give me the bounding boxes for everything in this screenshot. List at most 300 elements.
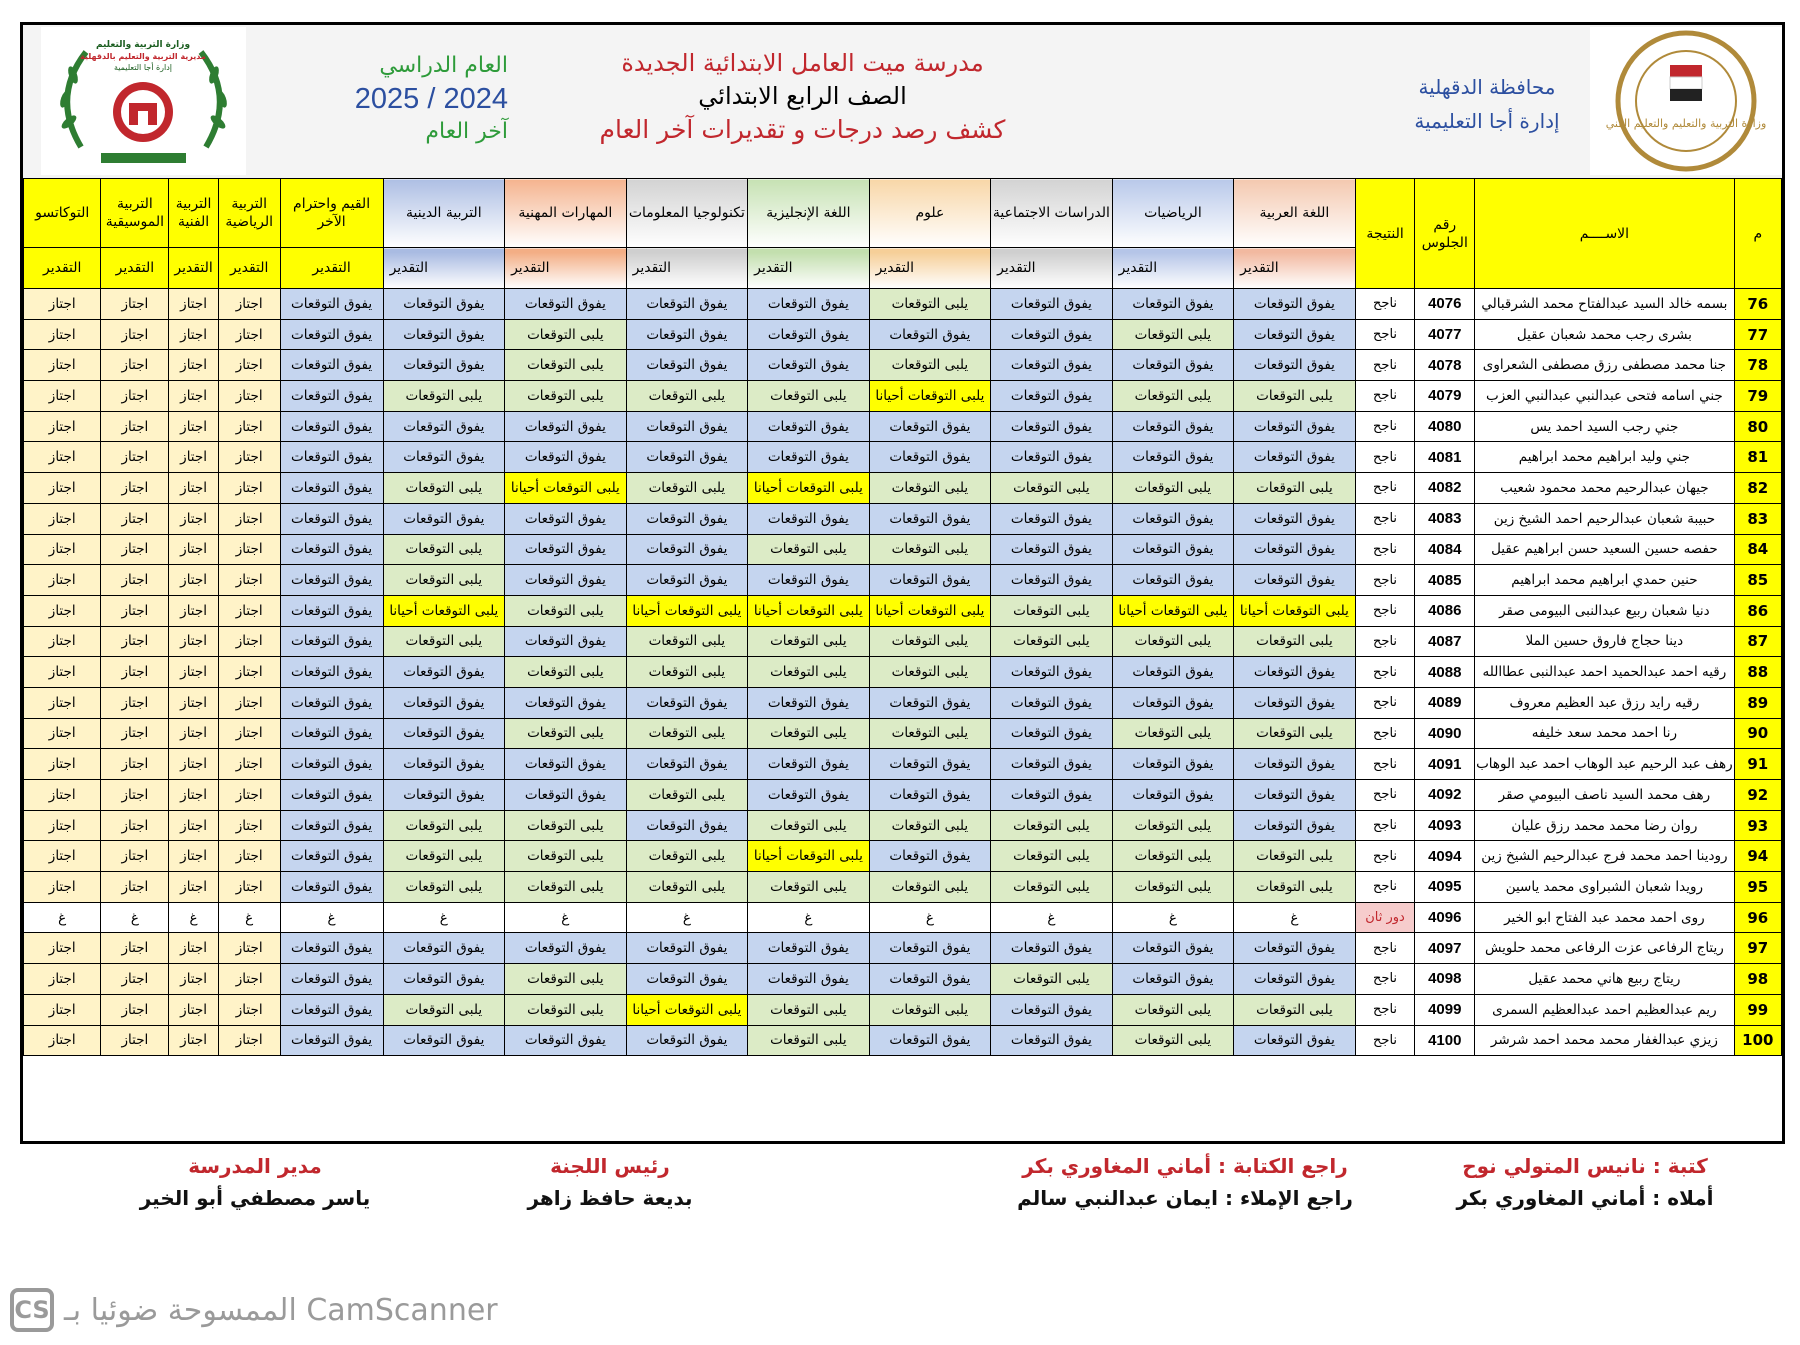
- grade-cell: اجتاز: [218, 565, 280, 596]
- seat-number: 4095: [1415, 872, 1475, 903]
- col-result-header: النتيجة: [1355, 179, 1415, 289]
- table-row: [24, 994, 1782, 1025]
- grade-cell: يفوق التوقعات: [383, 411, 505, 442]
- grade-cell: اجتاز: [24, 473, 101, 504]
- grade-cell: اجتاز: [169, 595, 218, 626]
- student-name: جنا محمد مصطفى رزق مصطفى الشعراوى: [1475, 350, 1735, 381]
- result-cell: ناجح: [1355, 841, 1415, 872]
- grade-cell: يلبى التوقعات أحيانا: [869, 381, 991, 412]
- directorate-logo: [41, 27, 246, 175]
- grade-cell: يفوق التوقعات: [869, 503, 991, 534]
- grade-cell: اجتاز: [218, 319, 280, 350]
- table-row: [24, 780, 1782, 811]
- results-sheet: [20, 22, 1785, 1144]
- grade-cell: اجتاز: [169, 964, 218, 995]
- grade-cell: يفوق التوقعات: [505, 749, 627, 780]
- grade-cell: غ: [218, 902, 280, 933]
- grade-cell: يلبى التوقعات: [991, 841, 1113, 872]
- grade-cell: اجتاز: [218, 810, 280, 841]
- row-number: 95: [1734, 872, 1781, 903]
- grade-cell: يفوق التوقعات: [748, 350, 870, 381]
- grade-cell: اجتاز: [101, 687, 169, 718]
- row-number: 78: [1734, 350, 1781, 381]
- grade-cell: يلبى التوقعات أحيانا: [748, 841, 870, 872]
- grade-cell: يلبى التوقعات: [505, 841, 627, 872]
- grade-cell: اجتاز: [218, 749, 280, 780]
- principal-signature: [105, 1150, 405, 1214]
- col-name-header: الاســــم: [1475, 179, 1735, 289]
- grade-cell: يلبى التوقعات: [1112, 718, 1234, 749]
- subject-header: اللغة العربية: [1234, 179, 1356, 248]
- row-number: 79: [1734, 381, 1781, 412]
- grade-cell: يفوق التوقعات: [626, 289, 748, 320]
- grade-cell: اجتاز: [24, 872, 101, 903]
- grade-cell: اجتاز: [24, 350, 101, 381]
- grade-cell: يفوق التوقعات: [505, 503, 627, 534]
- grade-cell: يفوق التوقعات: [280, 657, 383, 688]
- student-name: بشرى رجب محمد شعبان عقيل: [1475, 319, 1735, 350]
- grade-cell: يلبى التوقعات: [748, 534, 870, 565]
- grade-cell: يفوق التوقعات: [505, 780, 627, 811]
- seat-number: 4082: [1415, 473, 1475, 504]
- result-cell: ناجح: [1355, 964, 1415, 995]
- grade-cell: يفوق التوقعات: [383, 1025, 505, 1056]
- subject-header: الرياضيات: [1112, 179, 1234, 248]
- grade-cell: يلبى التوقعات: [626, 780, 748, 811]
- grade-cell: يلبى التوقعات: [1112, 994, 1234, 1025]
- grade-cell: يفوق التوقعات: [991, 534, 1113, 565]
- sheet-title: كشف رصد درجات و تقديرات آخر العام: [599, 115, 1006, 144]
- seat-number: 4100: [1415, 1025, 1475, 1056]
- grade-subheader: التقدير: [748, 248, 870, 289]
- grade-cell: يفوق التوقعات: [1112, 933, 1234, 964]
- seat-number: 4092: [1415, 780, 1475, 811]
- seal-arabic-text: وزارة التربية والتعليم والتعليم الفني: [1605, 117, 1767, 130]
- grade-cell: يلبى التوقعات: [748, 657, 870, 688]
- seal-english-text: [1590, 27, 1595, 30]
- student-name: دينا حجاج فاروق حسين الملا: [1475, 626, 1735, 657]
- grade-cell: اجتاز: [24, 503, 101, 534]
- grade-cell: يلبى التوقعات: [505, 657, 627, 688]
- seat-number: 4097: [1415, 933, 1475, 964]
- result-cell: ناجح: [1355, 780, 1415, 811]
- grade-cell: اجتاز: [218, 687, 280, 718]
- seat-number: 4077: [1415, 319, 1475, 350]
- grade-cell: يلبى التوقعات: [383, 565, 505, 596]
- grade-cell: اجتاز: [24, 810, 101, 841]
- row-number: 85: [1734, 565, 1781, 596]
- grade-cell: يفوق التوقعات: [991, 657, 1113, 688]
- grade-cell: يفوق التوقعات: [1234, 964, 1356, 995]
- grade-cell: يلبى التوقعات: [748, 718, 870, 749]
- grade-subheader: التقدير: [383, 248, 505, 289]
- subject-header: المهارات المهنية: [505, 179, 627, 248]
- grade-cell: يلبى التوقعات: [1234, 473, 1356, 504]
- grade-cell: يفوق التوقعات: [626, 964, 748, 995]
- subject-header: اللغة الإنجليزية: [748, 179, 870, 248]
- grade-cell: يفوق التوقعات: [280, 595, 383, 626]
- student-name: رقيه احمد عبدالحميد احمد عبدالنبى عطاالله: [1475, 657, 1735, 688]
- grade-cell: يفوق التوقعات: [280, 872, 383, 903]
- committee-head-signature: [460, 1150, 760, 1214]
- student-name: حبيبة شعبان عبدالرحيم احمد الشيخ زين: [1475, 503, 1735, 534]
- grade-cell: يفوق التوقعات: [1112, 411, 1234, 442]
- grade-cell: يفوق التوقعات: [280, 626, 383, 657]
- grade-cell: اجتاز: [101, 872, 169, 903]
- table-row: [24, 381, 1782, 412]
- grade-cell: اجتاز: [101, 841, 169, 872]
- grade-cell: اجتاز: [218, 872, 280, 903]
- grade-cell: يفوق التوقعات: [280, 964, 383, 995]
- grade-cell: غ: [1112, 902, 1234, 933]
- grade-cell: اجتاز: [169, 411, 218, 442]
- grade-cell: اجتاز: [169, 657, 218, 688]
- grade-cell: يفوق التوقعات: [1234, 534, 1356, 565]
- grade-cell: يفوق التوقعات: [991, 442, 1113, 473]
- grade-cell: يفوق التوقعات: [280, 841, 383, 872]
- table-row: [24, 473, 1782, 504]
- grade-cell: يفوق التوقعات: [991, 381, 1113, 412]
- grade-cell: اجتاز: [101, 626, 169, 657]
- grade-cell: يفوق التوقعات: [869, 780, 991, 811]
- grade-cell: يلبى التوقعات: [505, 595, 627, 626]
- seat-number: 4090: [1415, 718, 1475, 749]
- seat-number: 4088: [1415, 657, 1475, 688]
- result-cell: ناجح: [1355, 289, 1415, 320]
- grade-subheader: التقدير: [869, 248, 991, 289]
- table-row: [24, 565, 1782, 596]
- table-row: [24, 595, 1782, 626]
- grade-cell: يلبى التوقعات: [991, 964, 1113, 995]
- grade-cell: اجتاز: [218, 933, 280, 964]
- table-row: [24, 687, 1782, 718]
- grade-cell: يلبى التوقعات: [505, 319, 627, 350]
- row-number: 80: [1734, 411, 1781, 442]
- grade-cell: يفوق التوقعات: [626, 749, 748, 780]
- grade-cell: يفوق التوقعات: [1234, 565, 1356, 596]
- grade-cell: غ: [991, 902, 1113, 933]
- grade-cell: اجتاز: [101, 964, 169, 995]
- grade-cell: اجتاز: [24, 381, 101, 412]
- grade-cell: اجتاز: [218, 964, 280, 995]
- row-number: 81: [1734, 442, 1781, 473]
- grade-cell: يفوق التوقعات: [869, 319, 991, 350]
- student-name: زيزي عبدالغفار محمد محمد احمد شرشر: [1475, 1025, 1735, 1056]
- ministry-seal-icon: [1590, 27, 1782, 175]
- grade-cell: يفوق التوقعات: [383, 749, 505, 780]
- grade-cell: يفوق التوقعات: [505, 626, 627, 657]
- table-row: [24, 902, 1782, 933]
- school-name: مدرسة ميت العامل الابتدائية الجديدة: [621, 49, 984, 77]
- grade-cell: يفوق التوقعات: [869, 687, 991, 718]
- grade-cell: يفوق التوقعات: [991, 780, 1113, 811]
- result-cell: ناجح: [1355, 442, 1415, 473]
- grade-cell: يلبى التوقعات: [869, 473, 991, 504]
- grade-cell: يلبى التوقعات: [626, 657, 748, 688]
- grade-cell: اجتاز: [218, 381, 280, 412]
- seat-number: 4098: [1415, 964, 1475, 995]
- student-name: ريتاج ربيع هاني محمد عقيل: [1475, 964, 1735, 995]
- governorate-block: [1407, 70, 1567, 138]
- grade-cell: يفوق التوقعات: [505, 1025, 627, 1056]
- camscanner-text: CamScanner الممسوحة ضوئيا بـ: [64, 1292, 498, 1328]
- grade-cell: يفوق التوقعات: [280, 994, 383, 1025]
- grade-cell: يفوق التوقعات: [280, 473, 383, 504]
- seat-number: 4084: [1415, 534, 1475, 565]
- result-cell: ناجح: [1355, 994, 1415, 1025]
- student-name: جني وليد ابراهيم محمد ابراهيم: [1475, 442, 1735, 473]
- grade-cell: يلبى التوقعات: [1112, 473, 1234, 504]
- table-row: [24, 810, 1782, 841]
- grade-cell: يلبى التوقعات: [1112, 381, 1234, 412]
- grade-cell: يفوق التوقعات: [1234, 933, 1356, 964]
- row-number: 97: [1734, 933, 1781, 964]
- grade-cell: يفوق التوقعات: [383, 503, 505, 534]
- grade-cell: يلبى التوقعات: [383, 626, 505, 657]
- grade-cell: يفوق التوقعات: [991, 994, 1113, 1025]
- grade-cell: اجتاز: [218, 657, 280, 688]
- grade-cell: يلبى التوقعات: [1112, 872, 1234, 903]
- grade-cell: يفوق التوقعات: [869, 1025, 991, 1056]
- table-row: [24, 749, 1782, 780]
- grade-cell: يلبى التوقعات: [1112, 319, 1234, 350]
- result-cell: ناجح: [1355, 657, 1415, 688]
- subject-header: تكنولوجيا المعلومات: [626, 179, 748, 248]
- subject-header: التربية الرياضية: [218, 179, 280, 248]
- grade-cell: يفوق التوقعات: [1112, 350, 1234, 381]
- grade-cell: اجتاز: [24, 626, 101, 657]
- grade-cell: يفوق التوقعات: [748, 687, 870, 718]
- row-number: 96: [1734, 902, 1781, 933]
- grade-cell: اجتاز: [24, 933, 101, 964]
- grade-cell: يلبى التوقعات: [748, 810, 870, 841]
- grade-cell: يفوق التوقعات: [869, 411, 991, 442]
- grade-subheader: التقدير: [101, 248, 169, 289]
- grade-cell: اجتاز: [101, 381, 169, 412]
- grade-cell: يفوق التوقعات: [991, 933, 1113, 964]
- grade-cell: يفوق التوقعات: [991, 565, 1113, 596]
- grade-cell: يفوق التوقعات: [626, 411, 748, 442]
- result-cell: ناجح: [1355, 687, 1415, 718]
- grade-cell: اجتاز: [101, 442, 169, 473]
- row-number: 90: [1734, 718, 1781, 749]
- grade-cell: اجتاز: [169, 289, 218, 320]
- grade-cell: يلبى التوقعات: [383, 810, 505, 841]
- row-number: 88: [1734, 657, 1781, 688]
- grade-cell: يفوق التوقعات: [1112, 534, 1234, 565]
- subject-header: القيم واحترام الآخر: [280, 179, 383, 248]
- table-row: [24, 872, 1782, 903]
- table-row: [24, 442, 1782, 473]
- grade-cell: اجتاز: [218, 442, 280, 473]
- grade-cell: يفوق التوقعات: [280, 565, 383, 596]
- row-number: 76: [1734, 289, 1781, 320]
- grade-cell: يفوق التوقعات: [626, 442, 748, 473]
- grade-cell: اجتاز: [101, 749, 169, 780]
- grade-cell: يفوق التوقعات: [748, 749, 870, 780]
- grade-cell: يلبى التوقعات: [505, 964, 627, 995]
- grade-cell: يفوق التوقعات: [1112, 289, 1234, 320]
- grade-cell: يلبى التوقعات: [991, 473, 1113, 504]
- seat-number: 4096: [1415, 902, 1475, 933]
- subject-header: علوم: [869, 179, 991, 248]
- result-cell: ناجح: [1355, 626, 1415, 657]
- grade-cell: اجتاز: [169, 381, 218, 412]
- seat-number: 4081: [1415, 442, 1475, 473]
- grade-cell: يفوق التوقعات: [505, 933, 627, 964]
- grade-cell: اجتاز: [218, 718, 280, 749]
- student-name: رهف محمد السيد ناصف البيومي صقر: [1475, 780, 1735, 811]
- grade-cell: اجتاز: [101, 1025, 169, 1056]
- grade-cell: يلبى التوقعات: [626, 872, 748, 903]
- grade-cell: اجتاز: [24, 718, 101, 749]
- table-row: [24, 350, 1782, 381]
- grade-cell: اجتاز: [101, 718, 169, 749]
- grade-cell: يفوق التوقعات: [626, 810, 748, 841]
- grade-cell: يفوق التوقعات: [383, 687, 505, 718]
- row-number: 91: [1734, 749, 1781, 780]
- grade-cell: غ: [24, 902, 101, 933]
- grade-cell: اجتاز: [24, 964, 101, 995]
- grade-cell: اجتاز: [101, 810, 169, 841]
- grade-cell: يفوق التوقعات: [280, 810, 383, 841]
- grade-cell: غ: [748, 902, 870, 933]
- grade-cell: يلبى التوقعات: [505, 872, 627, 903]
- student-name: حفصه حسين السعيد حسن ابراهيم عقيل: [1475, 534, 1735, 565]
- grade-cell: يلبى التوقعات: [748, 381, 870, 412]
- grade-cell: يفوق التوقعات: [869, 933, 991, 964]
- grade-subheader: التقدير: [991, 248, 1113, 289]
- grade-cell: يفوق التوقعات: [383, 350, 505, 381]
- grade-cell: يفوق التوقعات: [1234, 503, 1356, 534]
- grade-cell: اجتاز: [169, 1025, 218, 1056]
- grade-cell: اجتاز: [24, 442, 101, 473]
- grade-cell: اجتاز: [218, 841, 280, 872]
- result-cell: ناجح: [1355, 749, 1415, 780]
- signatures: [20, 1150, 1785, 1230]
- grade-cell: يلبى التوقعات أحيانا: [748, 595, 870, 626]
- grade-cell: يلبى التوقعات: [626, 381, 748, 412]
- grade-cell: يفوق التوقعات: [748, 780, 870, 811]
- grade-cell: اجتاز: [218, 1025, 280, 1056]
- subject-header: التوكاتسو: [24, 179, 101, 248]
- grade-cell: يلبى التوقعات: [626, 473, 748, 504]
- grade-cell: يلبى التوقعات: [505, 381, 627, 412]
- grade-cell: اجتاز: [169, 626, 218, 657]
- grade-cell: يلبى التوقعات أحيانا: [869, 595, 991, 626]
- grade-cell: يفوق التوقعات: [280, 442, 383, 473]
- result-cell: دور ثان: [1355, 902, 1415, 933]
- seat-number: 4089: [1415, 687, 1475, 718]
- year-block: [268, 51, 508, 147]
- grade-cell: يفوق التوقعات: [869, 749, 991, 780]
- grade-subheader: التقدير: [626, 248, 748, 289]
- grade-cell: غ: [101, 902, 169, 933]
- grade-cell: اجتاز: [169, 319, 218, 350]
- laurel-wreath-icon: [41, 27, 246, 175]
- committee-head-name: بديعة حافظ زاهر: [527, 1186, 693, 1210]
- grade-cell: يلبى التوقعات: [748, 1025, 870, 1056]
- student-name: رهف عبد الرحيم عبد الوهاب احمد عبد الوهاب: [1475, 749, 1735, 780]
- student-name: حنين حمدي ابراهيم محمد ابراهيم: [1475, 565, 1735, 596]
- table-row: [24, 411, 1782, 442]
- grade-cell: يفوق التوقعات: [1234, 411, 1356, 442]
- grade-cell: يفوق التوقعات: [869, 442, 991, 473]
- result-cell: ناجح: [1355, 503, 1415, 534]
- title-block: [443, 47, 1162, 147]
- grade-cell: يفوق التوقعات: [280, 350, 383, 381]
- table-row: [24, 1025, 1782, 1056]
- grade-cell: يفوق التوقعات: [505, 687, 627, 718]
- grade-cell: يفوق التوقعات: [280, 411, 383, 442]
- grade-cell: يفوق التوقعات: [1234, 749, 1356, 780]
- grade-cell: يفوق التوقعات: [1234, 810, 1356, 841]
- grade-cell: اجتاز: [218, 626, 280, 657]
- grade-cell: يفوق التوقعات: [1234, 657, 1356, 688]
- table-row: [24, 289, 1782, 320]
- grade-cell: يفوق التوقعات: [280, 687, 383, 718]
- col-index-header: م: [1734, 179, 1781, 289]
- grade-cell: اجتاز: [101, 289, 169, 320]
- grade-cell: يفوق التوقعات: [280, 780, 383, 811]
- grade-cell: يفوق التوقعات: [383, 964, 505, 995]
- grade-cell: يفوق التوقعات: [280, 933, 383, 964]
- student-name: ريتاج الرفاعى عزت الرفاعى محمد حلويش: [1475, 933, 1735, 964]
- grade-cell: يفوق التوقعات: [1112, 687, 1234, 718]
- student-name: روان رضا محمد محمد رزق عليان: [1475, 810, 1735, 841]
- student-name: جني اسامه فتحى عبدالنبي عبدالنبي العزب: [1475, 381, 1735, 412]
- grade-cell: يلبى التوقعات: [869, 534, 991, 565]
- seat-number: 4078: [1415, 350, 1475, 381]
- grade-cell: يفوق التوقعات: [280, 381, 383, 412]
- grade-cell: اجتاز: [218, 411, 280, 442]
- seat-number: 4086: [1415, 595, 1475, 626]
- writer-signature: [1415, 1150, 1755, 1214]
- result-cell: ناجح: [1355, 473, 1415, 504]
- row-number: 100: [1734, 1025, 1781, 1056]
- result-cell: ناجح: [1355, 381, 1415, 412]
- svg-text:MINISTRY OF EDUCATION AND TECH: [1590, 27, 1595, 30]
- grade-cell: يلبى التوقعات: [1112, 1025, 1234, 1056]
- result-cell: ناجح: [1355, 810, 1415, 841]
- grade-cell: غ: [869, 902, 991, 933]
- grade-cell: يفوق التوقعات: [1234, 687, 1356, 718]
- student-name: رنا احمد محمد سعد خليفه: [1475, 718, 1735, 749]
- grade-cell: يفوق التوقعات: [626, 933, 748, 964]
- seat-number: 4094: [1415, 841, 1475, 872]
- grade-cell: يفوق التوقعات: [626, 350, 748, 381]
- col-seat-header: رقم الجلوس: [1415, 179, 1475, 289]
- grade-cell: يلبى التوقعات أحيانا: [1112, 595, 1234, 626]
- grade-subheader: التقدير: [169, 248, 218, 289]
- grade-cell: اجتاز: [169, 534, 218, 565]
- grade-cell: يفوق التوقعات: [505, 534, 627, 565]
- grade-cell: يفوق التوقعات: [748, 964, 870, 995]
- grade-cell: غ: [383, 902, 505, 933]
- writing-reviewer: راجع الكتابة : أماني المغاوري بكر: [1022, 1154, 1348, 1178]
- grade-cell: اجتاز: [169, 749, 218, 780]
- seat-number: 4091: [1415, 749, 1475, 780]
- seat-number: 4080: [1415, 411, 1475, 442]
- grade-cell: يلبى التوقعات: [1234, 872, 1356, 903]
- grade-cell: غ: [505, 902, 627, 933]
- grade-cell: يفوق التوقعات: [383, 289, 505, 320]
- seat-number: 4087: [1415, 626, 1475, 657]
- grade-cell: يلبى التوقعات: [991, 872, 1113, 903]
- grade-cell: يفوق التوقعات: [1112, 565, 1234, 596]
- grade-cell: يلبى التوقعات أحيانا: [505, 473, 627, 504]
- grade-cell: اجتاز: [101, 780, 169, 811]
